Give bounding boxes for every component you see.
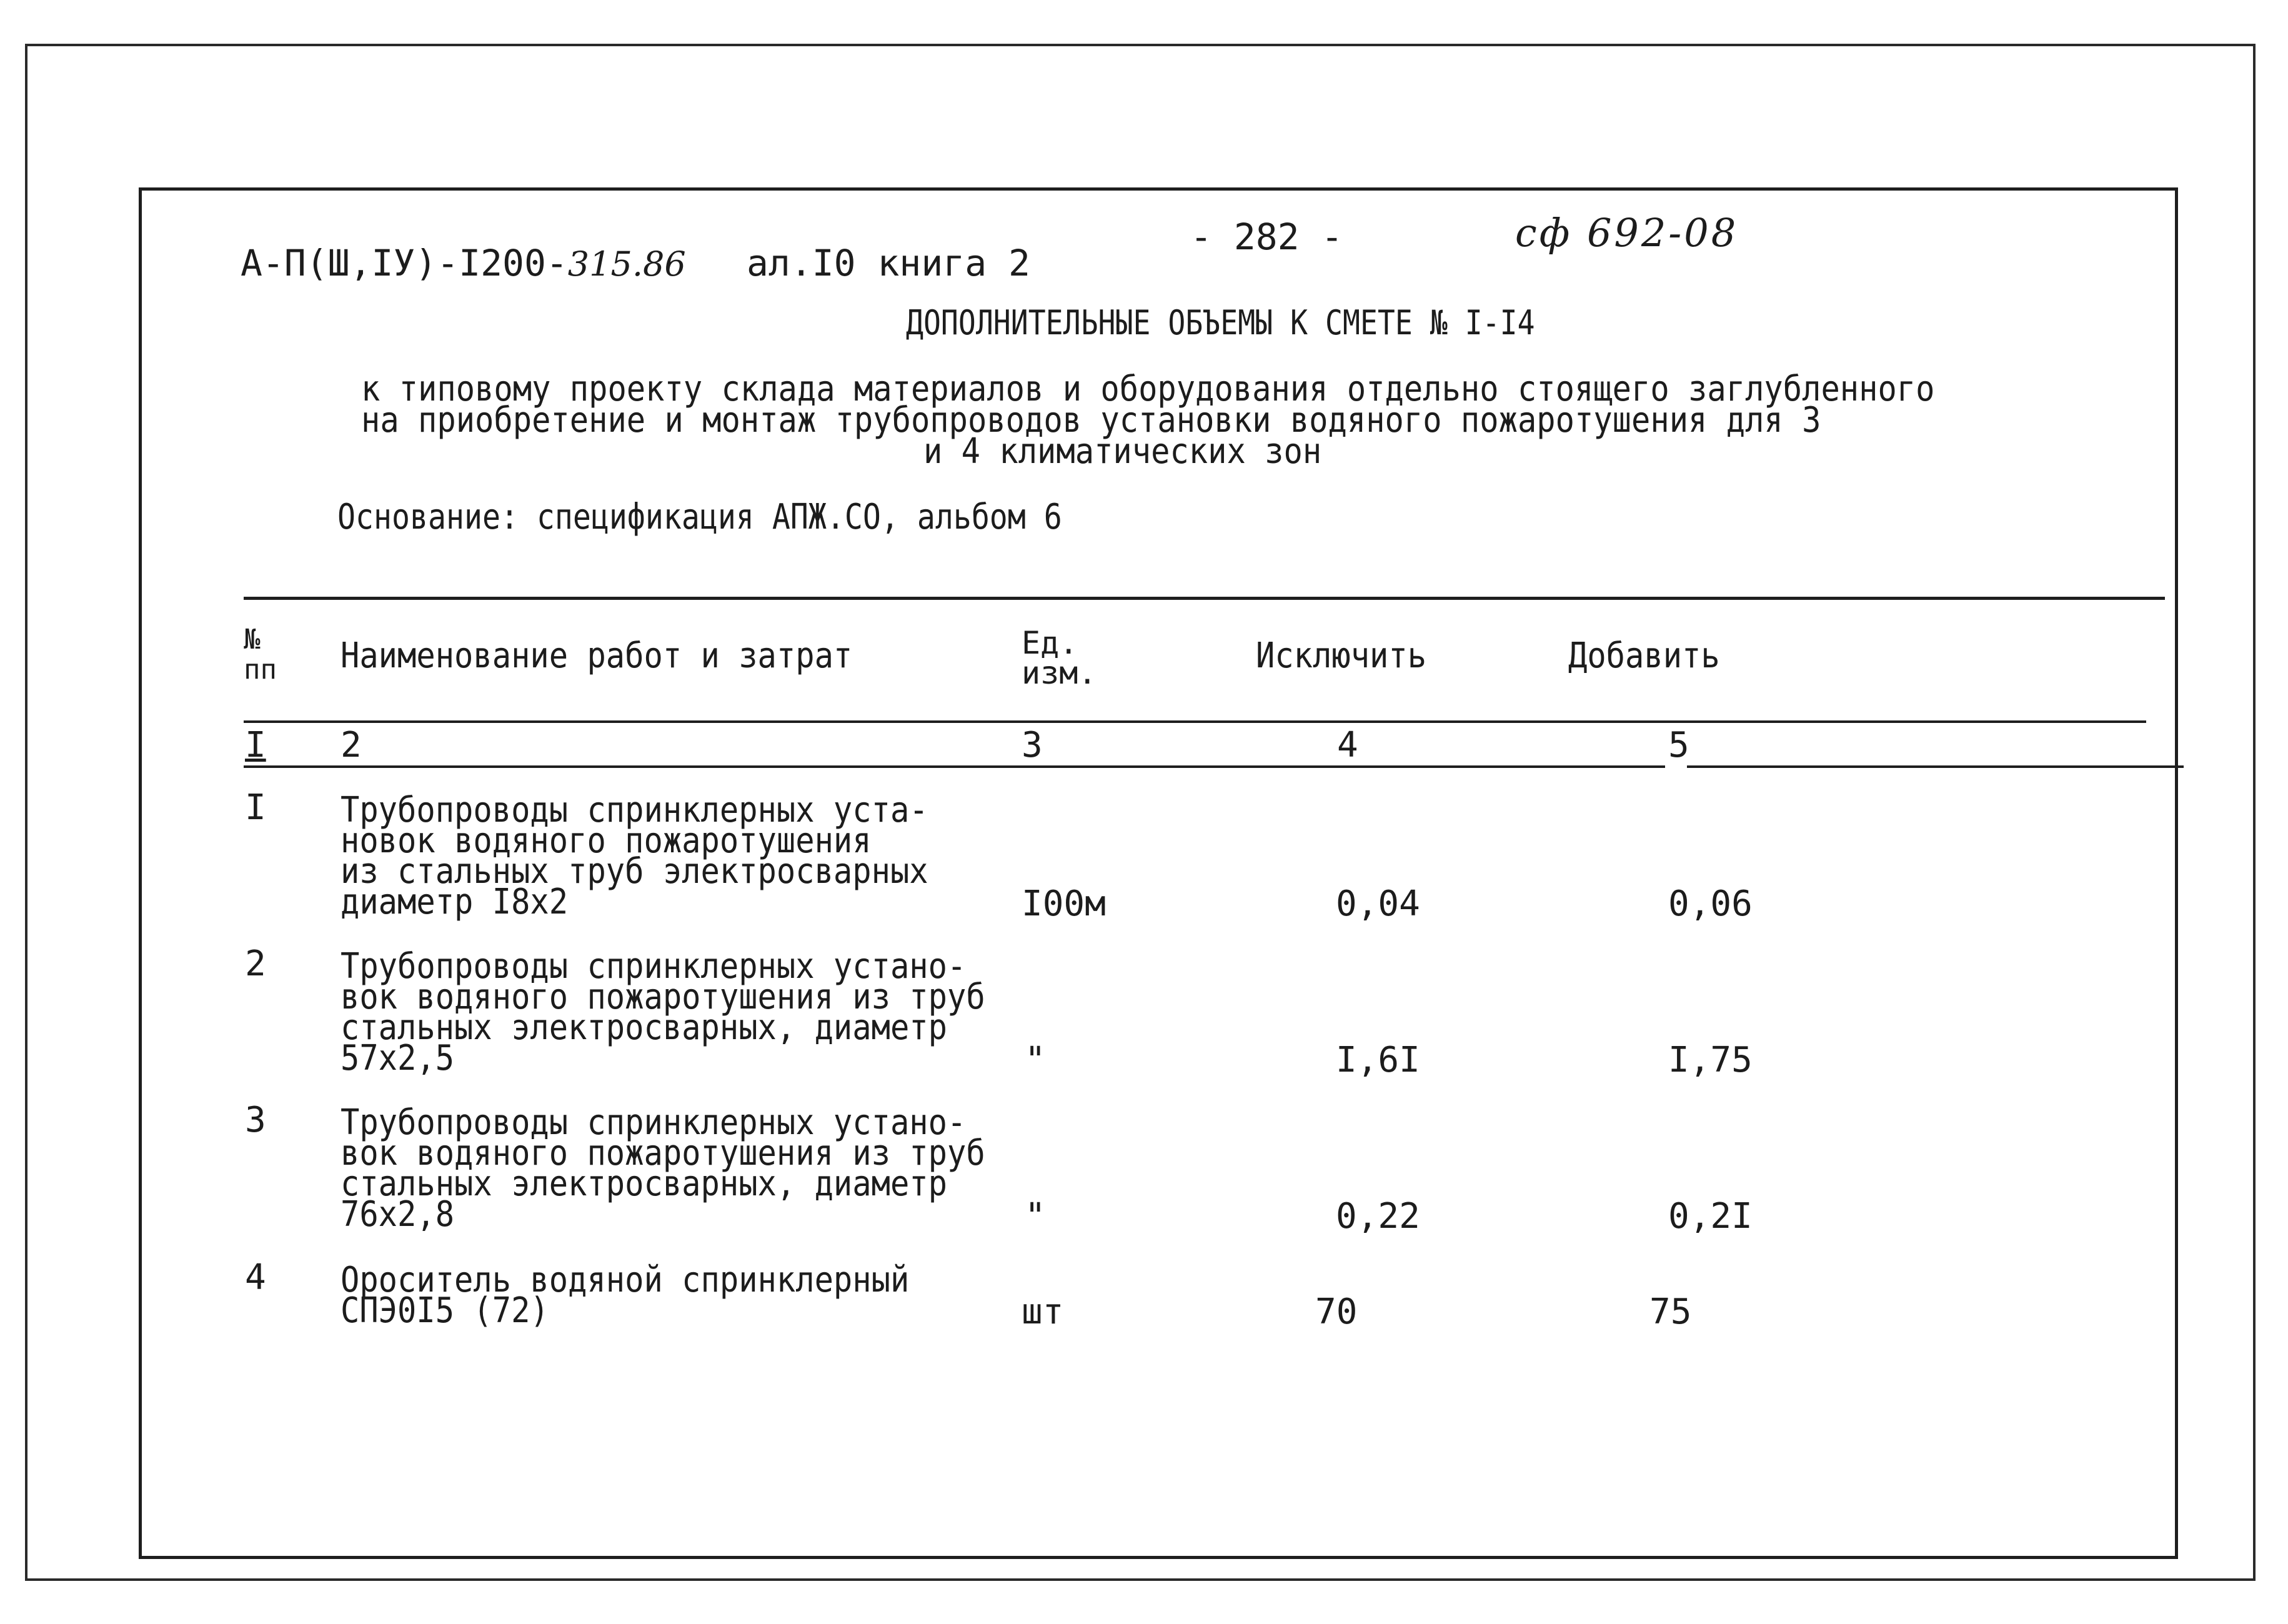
- subtitle-line-1: к типовому проекту склада материалов и оборудования отдельно стоящего заглубленного: [361, 369, 1935, 409]
- column-number-rule-right: [1687, 765, 2184, 768]
- album-reference: ал.I0 книга 2: [747, 242, 1030, 284]
- header-name: Наименование работ и затрат: [341, 635, 853, 676]
- row-2-num: 2: [245, 944, 266, 984]
- header-exclude: Исключить: [1256, 635, 1427, 676]
- row-4-num: 4: [245, 1257, 266, 1298]
- document-title: ДОПОЛНИТЕЛЬНЫЕ ОБЪЕМЫ К СМЕТЕ № I-I4: [906, 303, 1535, 342]
- row-1-exclude: 0,04: [1336, 884, 1420, 924]
- document-code-handwritten: 315.86: [567, 244, 686, 284]
- row-1-num: I: [245, 787, 266, 828]
- row-1-add: 0,06: [1668, 884, 1753, 924]
- table-header-rule: [244, 720, 2146, 723]
- basis-text: Основание: спецификация АПЖ.СО, альбом 6: [337, 497, 1062, 537]
- row-4-exclude: 70: [1315, 1292, 1358, 1332]
- column-number-2: 2: [341, 725, 362, 765]
- column-number-1: I: [245, 725, 266, 765]
- column-number-3: 3: [1022, 725, 1043, 765]
- row-2-exclude: I,6I: [1336, 1040, 1420, 1080]
- header-num: № пп: [244, 624, 277, 685]
- column-number-5: 5: [1668, 725, 1689, 765]
- column-number-rule: [244, 765, 1665, 768]
- table-top-rule: [244, 597, 2165, 600]
- row-1-name: Трубопроводы спринклерных уста- новок водяного пожаротушения из стальных труб электросварных диаметр I8х2: [341, 790, 928, 922]
- header-unit: Ед. изм.: [1022, 625, 1097, 691]
- row-3-num: 3: [245, 1100, 266, 1140]
- row-2-unit: ": [1025, 1040, 1046, 1080]
- row-3-unit: ": [1025, 1196, 1046, 1237]
- row-1-unit: I00м: [1022, 884, 1106, 924]
- page-number: - 282 -: [1190, 216, 1343, 258]
- row-4-unit: шт: [1022, 1292, 1064, 1332]
- row-2-add: I,75: [1668, 1040, 1753, 1080]
- row-3-add: 0,2I: [1668, 1196, 1753, 1237]
- header-add: Добавить: [1568, 635, 1720, 676]
- row-2-name: Трубопроводы спринклерных устано- вок водяного пожаротушения из труб стальных электросварных, диаметр 57х2,5: [341, 946, 985, 1079]
- subtitle-line-3: и 4 климатических зон: [923, 431, 1322, 472]
- row-4-add: 75: [1649, 1292, 1692, 1332]
- document-code: [241, 242, 686, 284]
- subtitle-line-2: на приобретение и монтаж трубопроводов установки водяного пожаротушения для 3: [361, 400, 1821, 441]
- stamp-number: сф 692-08: [1515, 210, 1739, 256]
- row-3-exclude: 0,22: [1336, 1196, 1420, 1237]
- column-number-4: 4: [1337, 725, 1358, 765]
- row-4-name: Ороситель водяной спринклерный СПЭ0I5 (72): [341, 1260, 910, 1331]
- document-code-typed: А-П(Ш,IУ)-I200-: [241, 242, 568, 284]
- row-3-name: Трубопроводы спринклерных устано- вок водяного пожаротушения из труб стальных электросварных, диаметр 76х2,8: [341, 1102, 985, 1235]
